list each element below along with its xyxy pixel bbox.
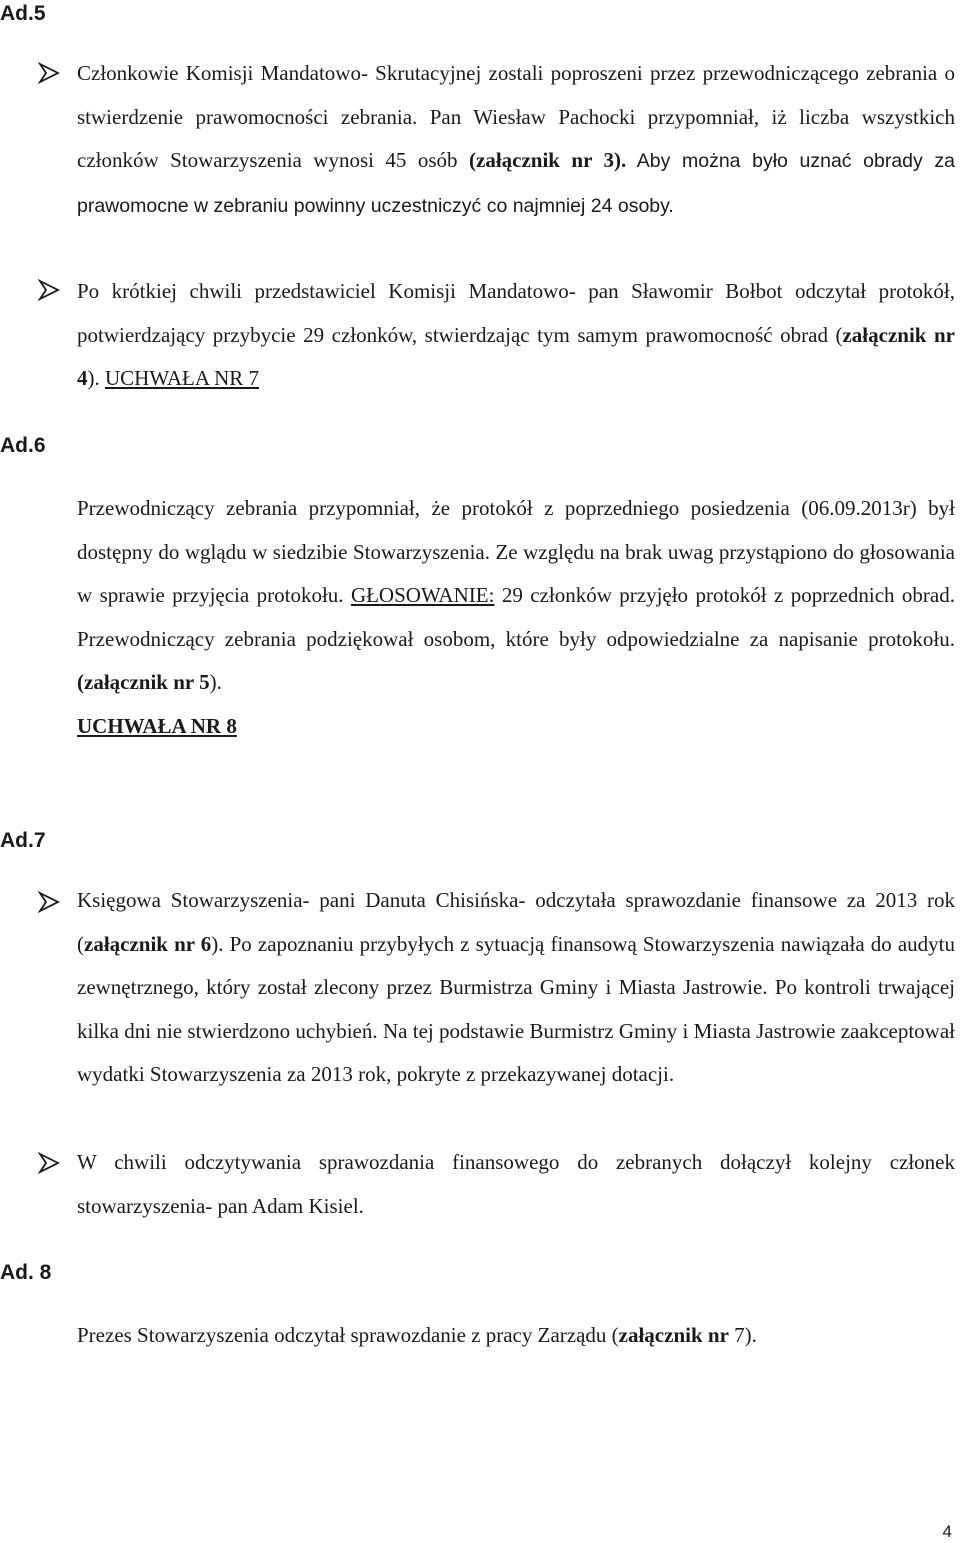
ad6-text: Przewodniczący zebrania przypomniał, że protokół z poprzedniego posiedzenia (06.09.2013r) był dostępny do wglądu w siedzibie Stowarzyszenia. Ze względu na brak uwag przystąpiono do głosowania w sprawie przyjęcia protokołu. GŁOSOWANIE: 29 członków przyjęło protokół z poprzednich obrad. Przewodniczący zebrania podziękował osobom, które były odpowiedzialne za napisanie protokołu. (załącznik nr 5). (77, 496, 955, 694)
ad5-bullet-1 (77, 52, 955, 228)
ad5-bullet-1-text: Członkowie Komisji Mandatowo- Skrutacyjnej zostali poproszeni przez przewodniczącego zebrania o stwierdzenie prawomocności zebrania. Pan Wiesław Pachocki przypomniał, iż liczba wszystkich członków Stowarzyszenia wynosi 45 osób (załącznik nr 3). Aby można było uznać obrady za prawomocne w zebraniu powinny uczestniczyć co najmniej 24 osoby. (77, 61, 955, 217)
page-number: 4 (942, 1522, 952, 1541)
voting-label: GŁOSOWANIE: (350, 583, 495, 607)
ad7-bullet-1 (77, 879, 955, 1097)
ad5-bullet-2-text: Po krótkiej chwili przedstawiciel Komisji Mandatowo- pan Sławomir Bołbot odczytał protokół, potwierdzający przybycie 29 członków, stwierdzając tym samym prawomocność obrad (załącznik nr 4). UCHWAŁA NR 7 (77, 279, 955, 390)
arrowhead-bullet-icon (38, 891, 64, 915)
ad8-paragraph (77, 1314, 955, 1358)
heading-ad5: Ad.5 (0, 2, 46, 25)
ad8-text: Prezes Stowarzyszenia odczytał sprawozdanie z pracy Zarządu (załącznik nr 7). (77, 1323, 757, 1347)
resolution-8: UCHWAŁA NR 8 (77, 713, 237, 738)
ad7-bullet-2 (77, 1141, 955, 1228)
arrowhead-bullet-icon (38, 1152, 64, 1176)
ad7-bullet-2-text: W chwili odczytywania sprawozdania finansowego do zebranych dołączył kolejny członek stowarzyszenia- pan Adam Kisiel. (77, 1150, 955, 1218)
arrowhead-bullet-icon (38, 62, 64, 86)
arrowhead-bullet-icon (38, 279, 64, 303)
heading-ad7: Ad.7 (0, 829, 46, 852)
ad7-bullet-1-text: Księgowa Stowarzyszenia- pani Danuta Chisińska- odczytała sprawozdanie finansowe za 2013 rok (załącznik nr 6). Po zapoznaniu przybyłych z sytuacją finansową Stowarzyszenia nawiązała do audytu zewnętrznego, który został zlecony przez Burmistrza Gminy i Miasta Jastrowie. Po kontroli trwającej kilka dni nie stwierdzono uchybień. Na tej podstawie Burmistrz Gminy i Miasta Jastrowie zaakceptował wydatki Stowarzyszenia za 2013 rok, pokryte z przekazywanej dotacji. (77, 888, 955, 1086)
heading-ad6: Ad.6 (0, 434, 46, 457)
heading-ad8: Ad. 8 (0, 1261, 52, 1284)
ad6-paragraph (77, 487, 955, 748)
resolution-7: UCHWAŁA NR 7 (105, 366, 260, 390)
ad5-bullet-2 (77, 270, 955, 401)
